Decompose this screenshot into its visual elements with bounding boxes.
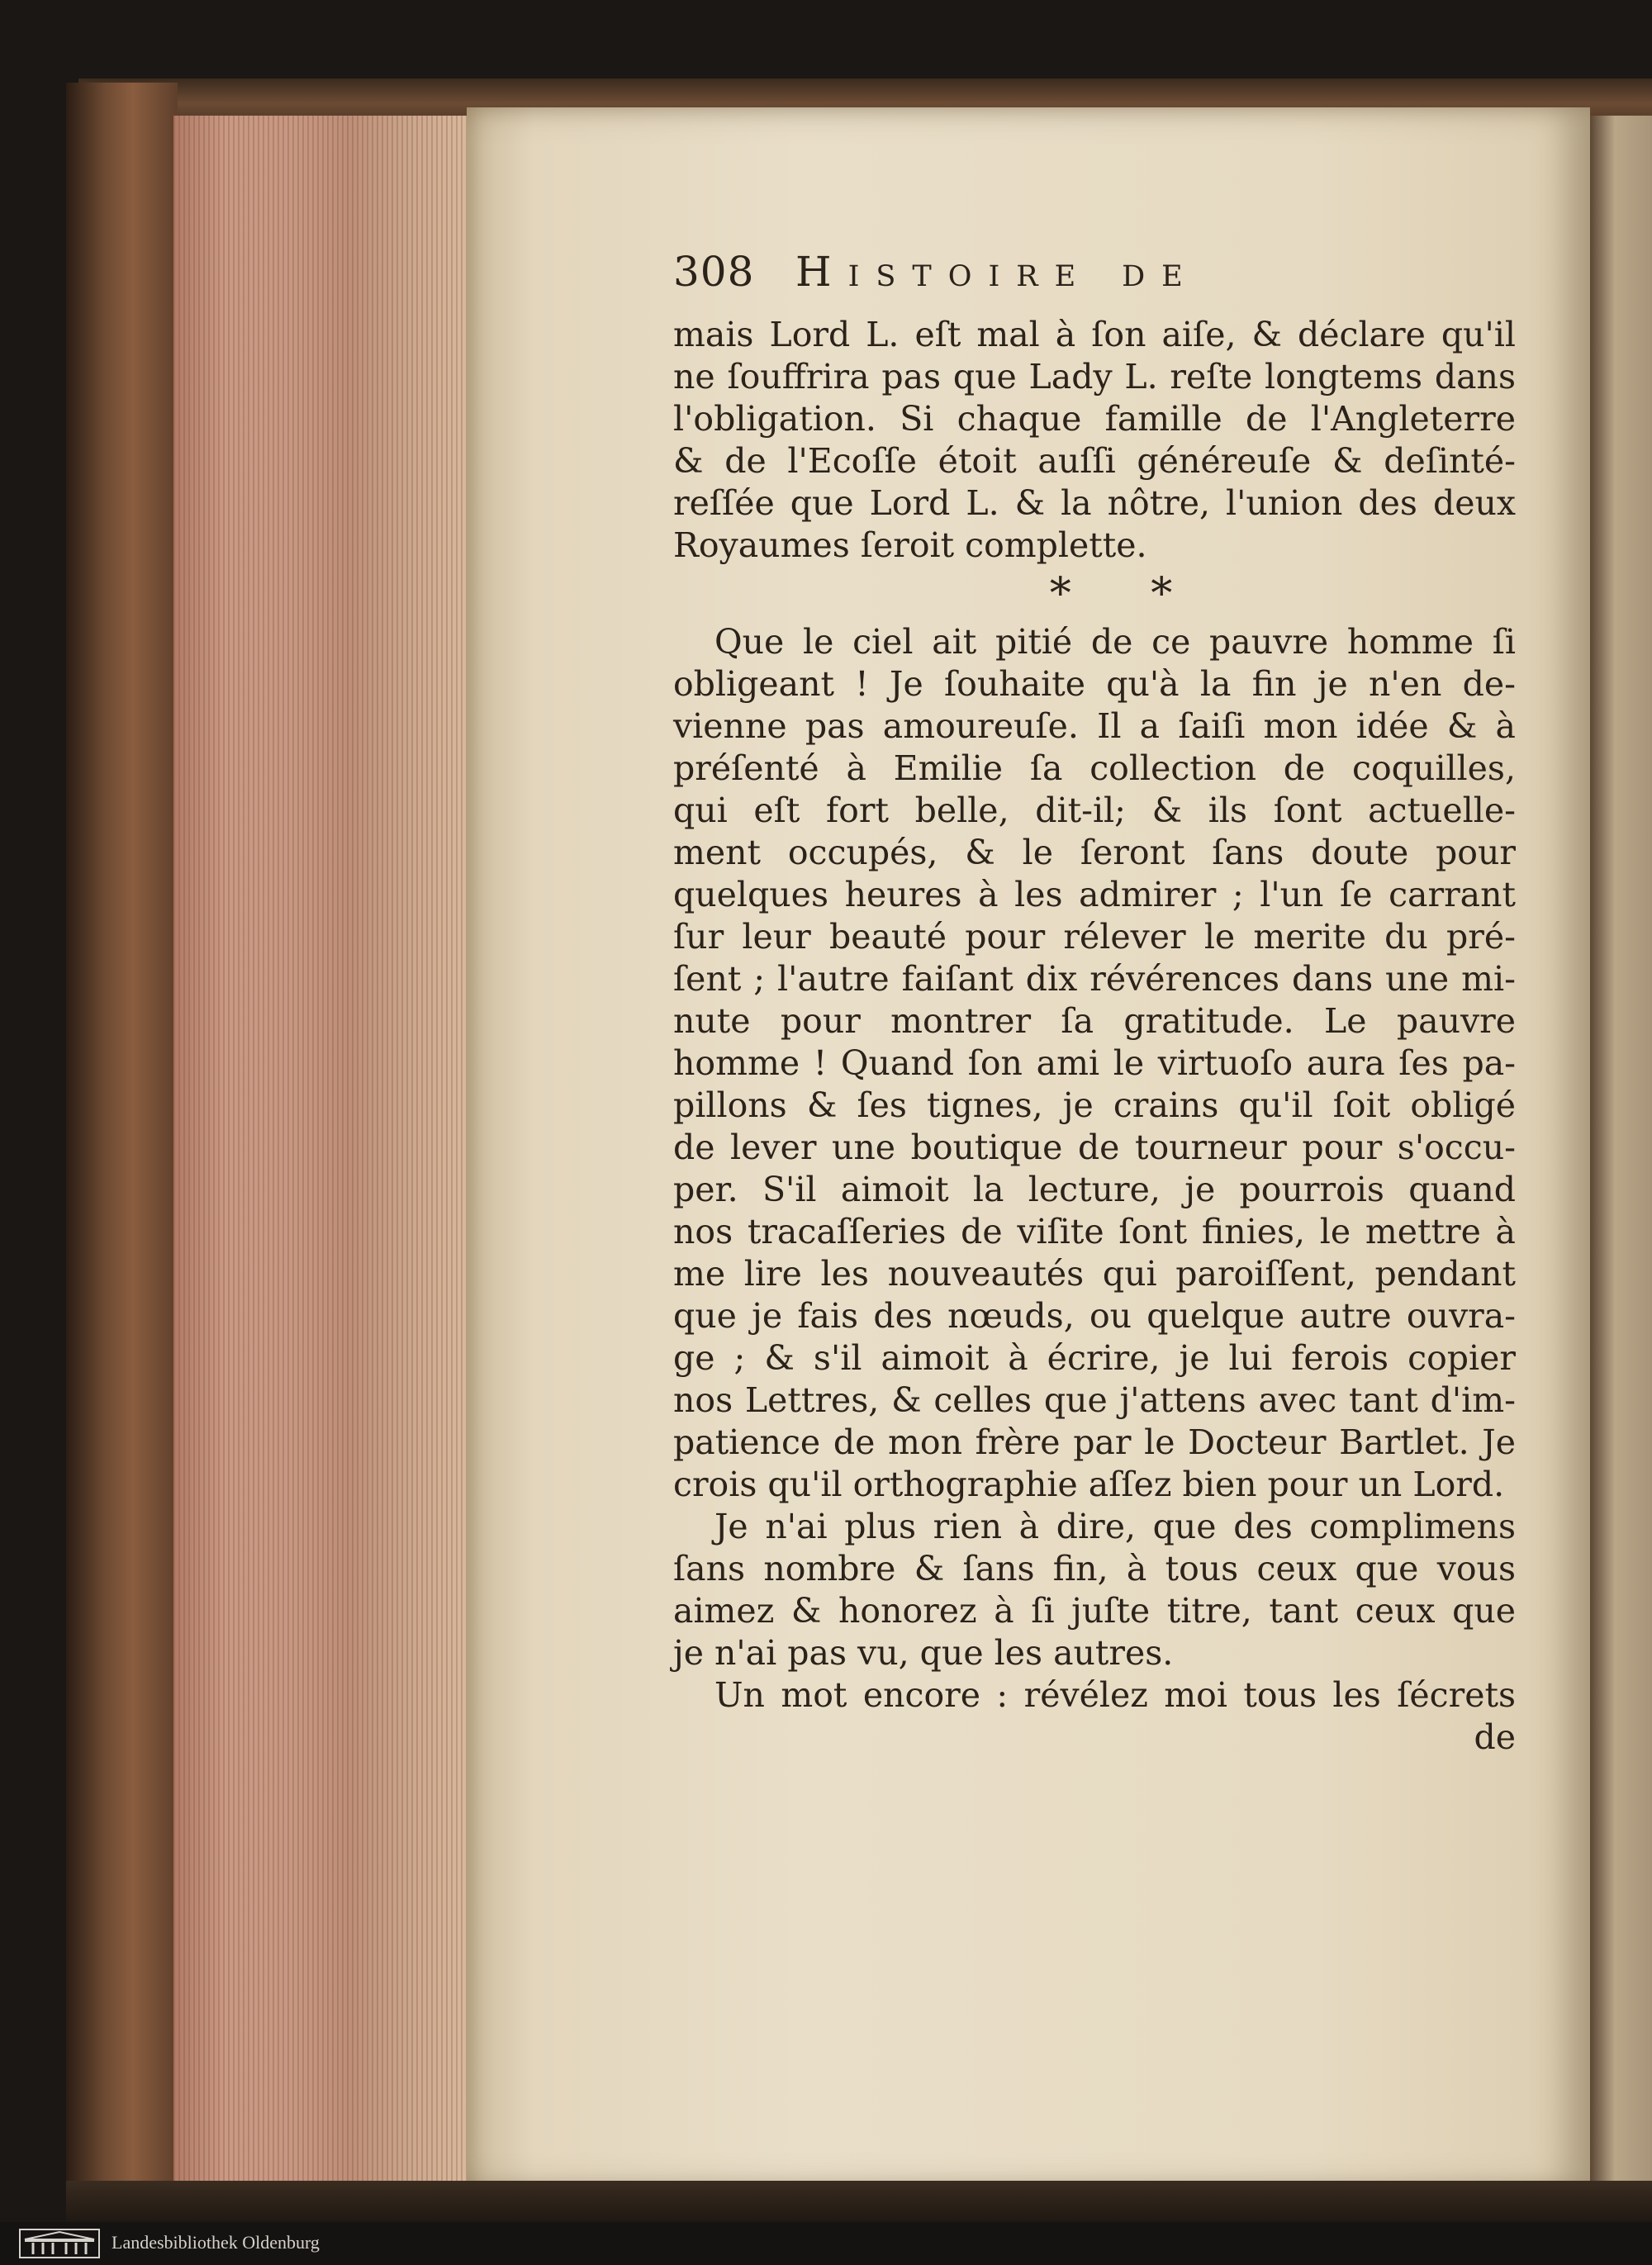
- text-line: pillons & ſes tignes, je crains qu'il ſoit obligé: [673, 1085, 1516, 1125]
- section-separator: * *: [1049, 569, 1206, 619]
- text-line: ment occupés, & le ſeront ſans doute pour: [673, 833, 1516, 872]
- text-line: homme ! Quand ſon ami le virtuoſo aura ſes pa-: [673, 1043, 1516, 1083]
- text-line: de lever une boutique de tourneur pour s'occu-: [673, 1128, 1516, 1167]
- text-line: per. S'il aimoit la lecture, je pourrois quand: [673, 1170, 1516, 1209]
- text-line: nos Lettres, & celles que j'attens avec tant d'im-: [673, 1380, 1516, 1420]
- text-line: qui eſt fort belle, dit-il; & ils ſont actuelle-: [673, 791, 1516, 830]
- library-building-icon: [18, 2228, 101, 2259]
- text-line: Un mot encore : révélez moi tous les ſécrets: [714, 1675, 1516, 1715]
- text-line: nute pour montrer ſa gratitude. Le pauvre: [673, 1001, 1516, 1041]
- text-line: l'obligation. Si chaque famille de l'Angleterre: [673, 399, 1516, 439]
- text-line: Que le ciel ait pitié de ce pauvre homme ſi: [714, 622, 1516, 662]
- text-line: ſent ; l'autre faiſant dix révérences dans une mi-: [673, 959, 1516, 999]
- catchword: de: [1474, 1717, 1516, 1757]
- paragraph: [673, 621, 1516, 1506]
- book-cover-bottom: [66, 2181, 1652, 2222]
- paragraph: [673, 1506, 1516, 1674]
- running-head: [673, 248, 1516, 314]
- text-line: aimez & honorez à ſi juſte titre, tant ceux que: [673, 1591, 1516, 1631]
- text-line: Royaumes ſeroit complette.: [673, 525, 1147, 565]
- text-line: obligeant ! Je ſouhaite qu'à la fin je n'en de-: [673, 664, 1516, 704]
- text-line: ſans nombre & ſans fin, à tous ceux que vous: [673, 1549, 1516, 1588]
- facing-page-edge: [1590, 116, 1652, 2206]
- text-line: je n'ai pas vu, que les autres.: [673, 1633, 1174, 1673]
- text-line: vienne pas amoureuſe. Il a ſaiſi mon idée & à: [673, 706, 1516, 746]
- text-line: me lire les nouveautés qui paroiſſent, pendant: [673, 1254, 1516, 1294]
- paragraph: [673, 1674, 1516, 1717]
- book-cover-spine: [66, 83, 178, 2206]
- text-line: préſenté à Emilie ſa collection de coquilles,: [673, 748, 1516, 788]
- text-line: quelques heures à les admirer ; l'un ſe carrant: [673, 875, 1516, 914]
- page-number: 308: [673, 248, 755, 296]
- text-line: patience de mon frère par le Docteur Bartlet. Je: [673, 1422, 1516, 1462]
- text-line: mais Lord L. eſt mal à ſon aiſe, & déclare qu'il: [673, 315, 1516, 354]
- text-line: crois qu'il orthographie aſſez bien pour un Lord.: [673, 1465, 1505, 1504]
- text-line: Je n'ai plus rien à dire, que des complimens: [714, 1507, 1516, 1546]
- text-line: reſſée que Lord L. & la nôtre, l'union des deux: [673, 483, 1516, 523]
- page-edges: [173, 116, 467, 2197]
- text-line: ne ſouffrira pas que Lady L. reſte longtems dans: [673, 357, 1516, 396]
- running-title: Histoire de: [795, 248, 1199, 296]
- text-line: ſur leur beauté pour rélever le merite du pré-: [673, 917, 1516, 957]
- library-name: Landesbibliothek Oldenburg: [112, 2232, 320, 2253]
- page-text: [673, 248, 1516, 1759]
- text-line: que je fais des nœuds, ou quelque autre ouvra-: [673, 1296, 1516, 1336]
- text-line: & de l'Ecoſſe étoit auſſi généreuſe & deſinté-: [673, 441, 1516, 481]
- paragraph: [673, 314, 1516, 567]
- text-line: ge ; & s'il aimoit à écrire, je lui ferois copier: [673, 1338, 1516, 1378]
- text-line: nos tracaſſeries de viſite ſont finies, le mettre à: [673, 1212, 1516, 1251]
